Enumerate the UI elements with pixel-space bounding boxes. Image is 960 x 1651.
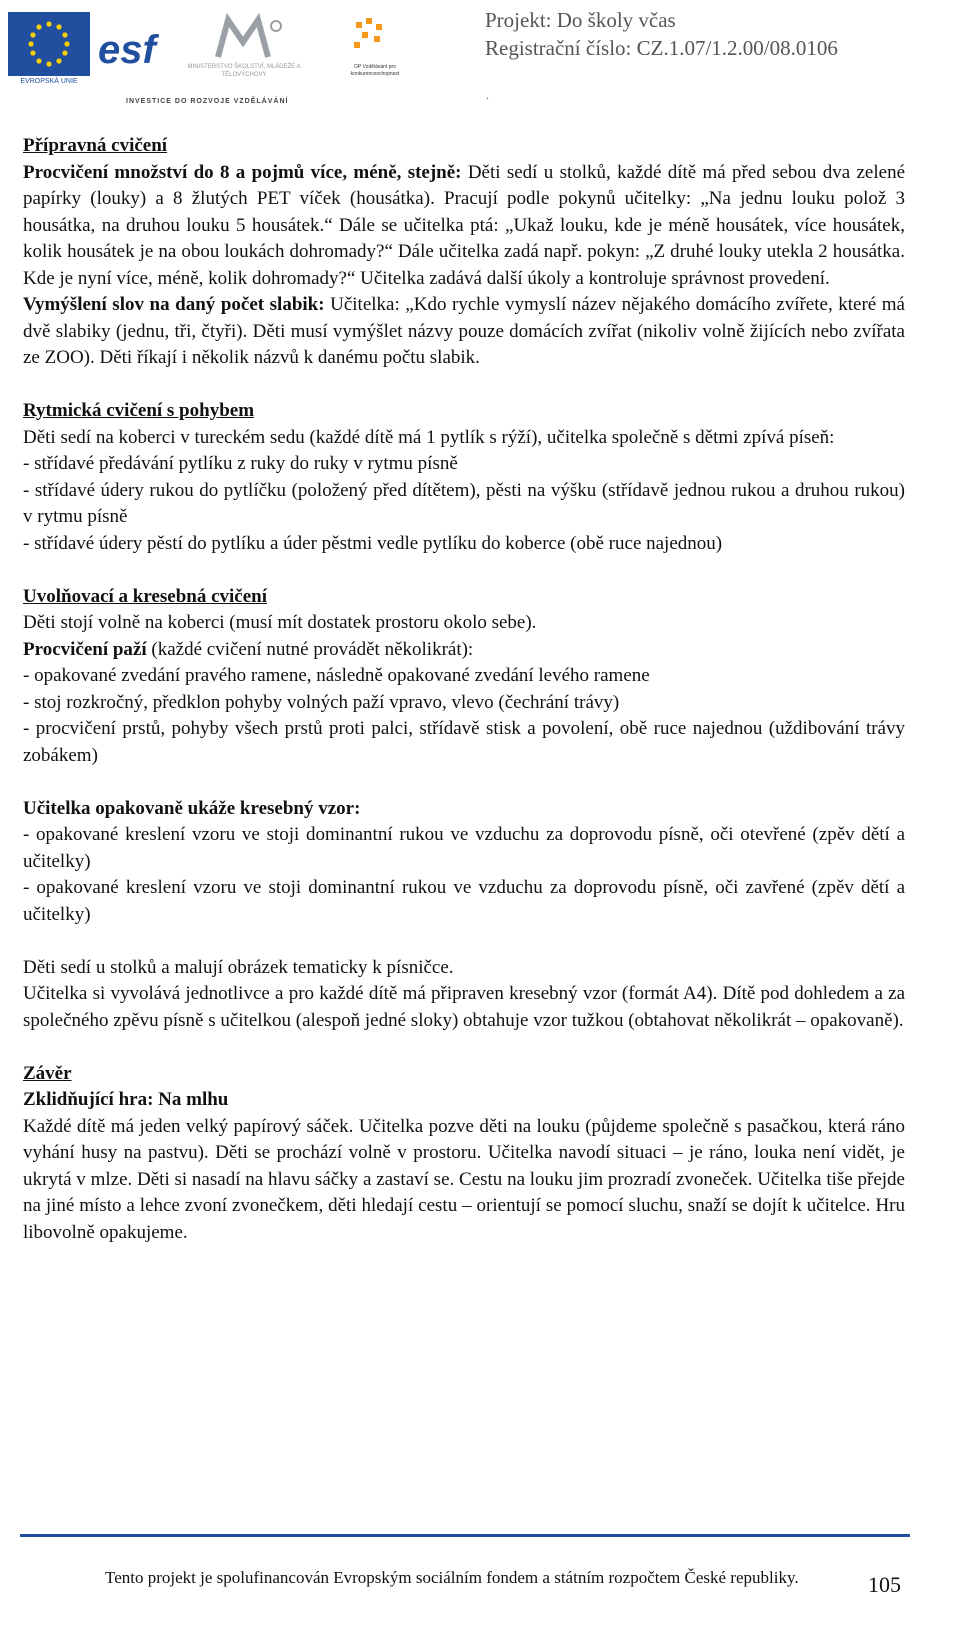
paragraph: Učitelka si vyvolává jednotlivce a pro každé dítě má připraven kresebný vzor (formát A4). Dítě pod dohledem a za společného zpěvu písně s učitelkou (alespoň jedné sloky) obtahuje vzor tužkou (obtahovat několikrát – opakovaně). — [23, 983, 905, 1031]
list-item: - opakované zvedání pravého ramene, následně opakované zvedání levého ramene — [23, 665, 650, 686]
esf-logo: esf — [98, 28, 156, 72]
page-header — [0, 0, 960, 110]
eu-label: EVROPSKÁ UNIE — [20, 78, 78, 85]
header-dot: . — [486, 88, 489, 102]
section-heading-preparatory: Přípravná cvičení — [23, 135, 168, 156]
paragraph — [23, 292, 905, 372]
registration-number: Registrační číslo: CZ.1.07/1.2.00/08.0106 — [485, 36, 838, 60]
page-number: 105 — [868, 1572, 901, 1597]
list-item: - střídavé údery pěstí do pytlíku a úder pěstmi vedle pytlíku do koberce (obě ruce najednou) — [23, 532, 723, 554]
list-item: - střídavé předávání pytlíku z ruky do ruky v rytmu písně — [23, 453, 458, 474]
project-info — [485, 6, 838, 62]
list-item: - střídavé údery rukou do pytlíčku (položený před dítětem), pěsti na výšku (střídavě jednou rukou a druhou rukou) v rytmu písně — [23, 479, 905, 527]
paragraph-text: Učitelka: „Kdo rychle vymyslí název nějakého domácího zvířete, které má dvě slabiky (jednu, tři, čtyři). Děti musí vymýšlet názvy pouze domácích zvířat (nikoliv volně žijících nebo zvířata ze ZOO). Děti říkají i několik názvů k danému počtu slabik. — [23, 294, 905, 368]
eu-flag-logo — [8, 12, 90, 76]
document-body — [23, 133, 905, 1246]
paragraph-text: (každé cvičení nutné provádět několikrát): — [146, 638, 474, 660]
paragraph: Každé dítě má jeden velký papírový sáček. Učitelka pozve děti na louku (půjdeme společně s pasačkou, která ráno vyhání husy na pastvu). Děti se prochází volně v prostoru. Učitelka navodí situaci – je ráno, louka není vidět, je ukrytá v mlze. Děti si nasadí na hlavu sáčky a zastaví se. Cestu na louku jim prozradí zvoneček. Učitelka tiše přejde na jiné místo a lehce zvoní zvonečkem, děti hledají cestu – orientují se pomocí sluchu, snaží se dojít k učitelce. Hru libovolně opakujeme. — [23, 1115, 905, 1243]
list-item: - stoj rozkročný, předklon pohyby volných paží vpravo, vlevo (čechrání trávy) — [23, 691, 620, 713]
section-heading-rhythmic: Rytmická cvičení s pohybem — [23, 400, 255, 421]
paragraph: Děti sedí na koberci v tureckém sedu (každé dítě má 1 pytlík s rýží), učitelka společně s dětmi zpívá píseň: — [23, 426, 835, 448]
paragraph — [23, 637, 905, 664]
paragraph: Děti stojí volně na koberci (musí mít dostatek prostoru okolo sebe). — [23, 612, 537, 633]
list-item: - opakované kreslení vzoru ve stoji dominantní rukou ve vzduchu za doprovodu písně, oči zavřené (zpěv dětí a učitelky) — [23, 877, 905, 925]
bold-lead: Vymýšlení slov na daný počet slabik: — [23, 294, 325, 315]
paragraph — [23, 160, 905, 293]
footer-note: Tento projekt je spolufinancován Evropským sociálním fondem a státním rozpočtem České republiky. — [105, 1568, 799, 1587]
section-heading-conclusion: Závěr — [23, 1062, 72, 1084]
bold-lead: Procvičení množství do 8 a pojmů více, méně, stejně: — [23, 161, 462, 183]
footer-divider — [20, 1534, 910, 1537]
logo-strip — [8, 8, 448, 108]
section-heading-drawing-pattern: Učitelka opakovaně ukáže kresebný vzor: — [23, 797, 361, 819]
invest-label: INVESTICE DO ROZVOJE VZDĚLÁVÁNÍ — [126, 98, 289, 105]
list-item: - procvičení prstů, pohyby všech prstů proti palci, střídavě stisk a povolení, obě ruce najednou (uždibování trávy zobákem) — [23, 718, 905, 766]
paragraph-text: Děti sedí u stolků, každé dítě má před sebou dva zelené papírky (louky) a 8 žlutých PET víček (housátka). Pracují podle pokynů učitelky: „Na jednu louku polož 3 housátka, na druhou louku 5 housátek.“ Dále se učitelka ptá: „Ukaž louku, kde je méně housátek, více housátek, kolik housátek je na obou loukách dohromady?“ Dále učitelka zadá např. pokyn: „Z druhé louky utekla 2 housátka. Kde je nyní více, méně, kolik dohromady?“ Učitelka zadává další úkoly a kontroluje správnost provedení. — [23, 161, 905, 289]
list-item: - opakované kreslení vzoru ve stoji dominantní rukou ve vzduchu za doprovodu písně, oči otevřené (zpěv dětí a učitelky) — [23, 824, 905, 872]
op-label: OP Vzdělávání pro konkurenceschopnost — [350, 64, 400, 77]
project-name: Projekt: Do školy včas — [485, 8, 676, 32]
subheading-game: Zklidňující hra: Na mlhu — [23, 1089, 229, 1110]
bold-lead: Procvičení paží — [23, 638, 147, 660]
ministry-label: MINISTERSTVO ŠKOLSTVÍ, MLÁDEŽE A TĚLOVÝCHOVY — [187, 64, 301, 78]
section-heading-relaxing: Uvolňovací a kresebná cvičení — [23, 585, 268, 607]
paragraph: Děti sedí u stolků a malují obrázek tematicky k písničce. — [23, 956, 454, 978]
